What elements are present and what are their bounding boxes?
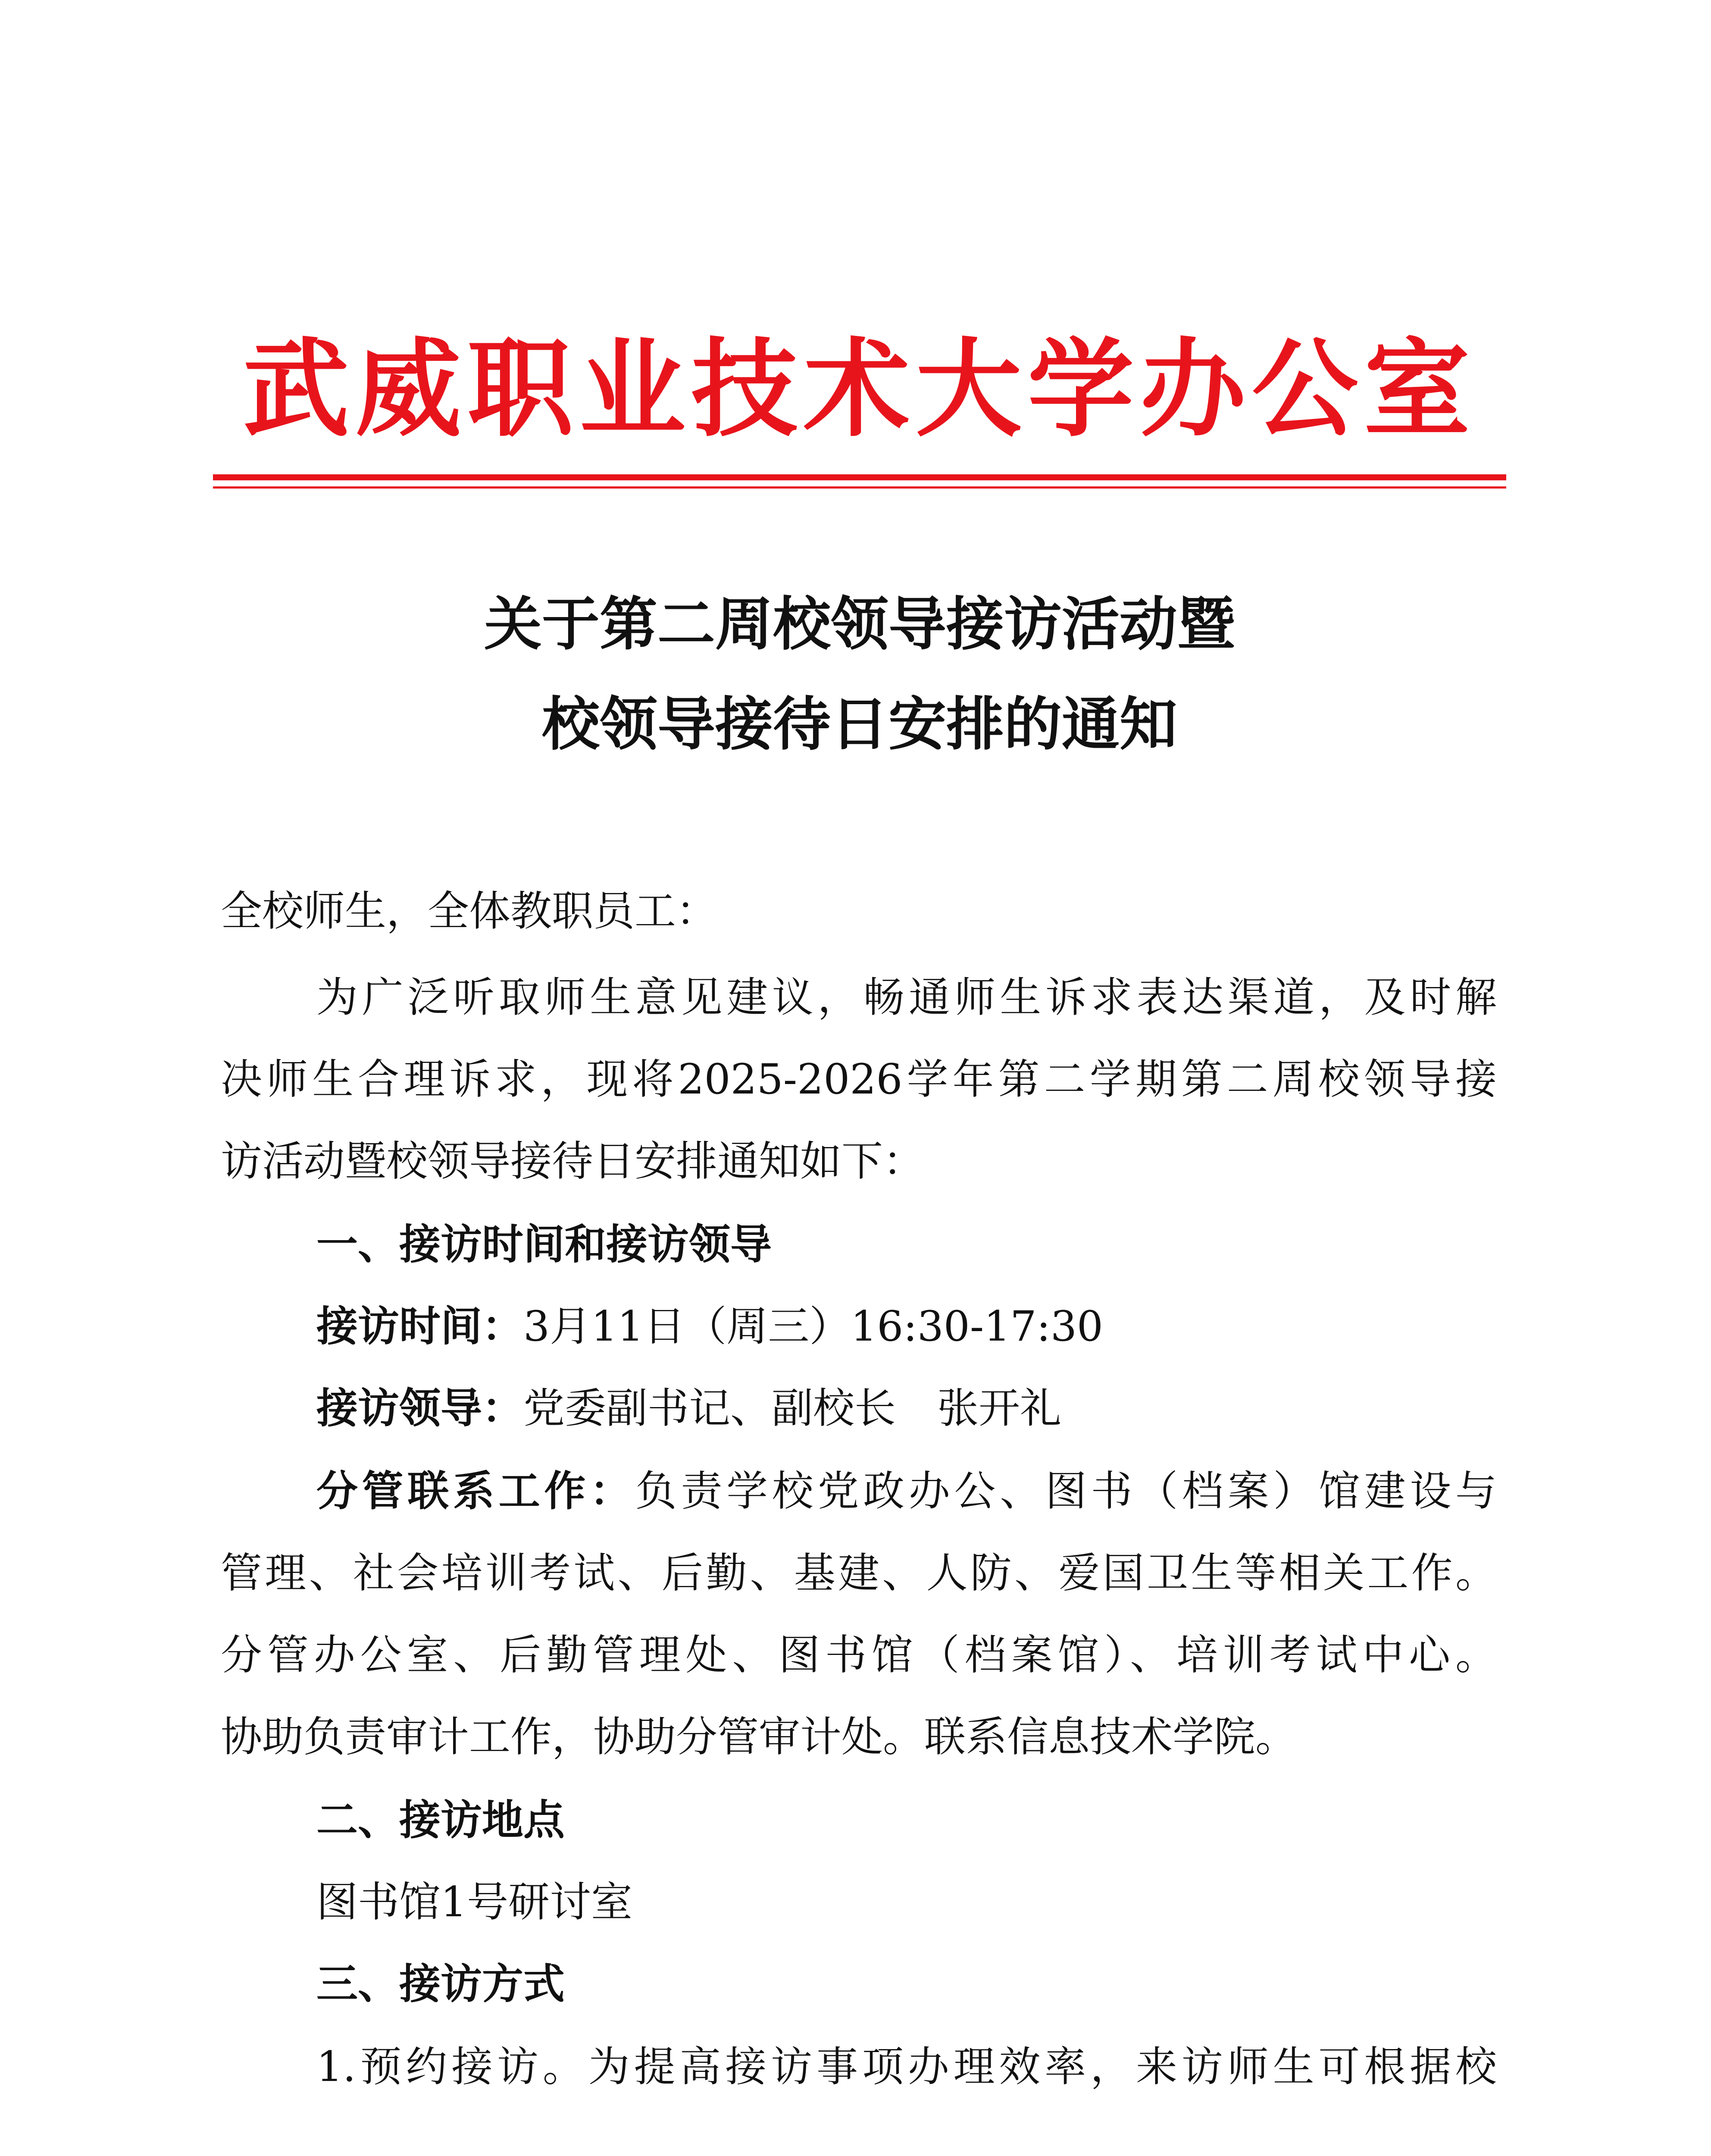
intro-line-3: 访活动暨校领导接待日安排通知如下： — [221, 1137, 924, 1185]
visit-leader-row — [316, 1384, 1497, 1432]
duty-line-2: 管理、社会培训考试、后勤、基建、人防、爱国卫生等相关工作。 — [221, 1549, 1497, 1597]
section-3-heading: 三、接访方式 — [316, 1960, 565, 2008]
duty-line-1: 负责学校党政办公、图书（档案）馆建设与 — [635, 1467, 1497, 1515]
visit-time-label: 接访时间： — [316, 1302, 523, 1351]
duty-row — [316, 1467, 1497, 1515]
duty-line-4: 协助负责审计工作，协助分管审计处。联系信息技术学院。 — [221, 1713, 1297, 1761]
visit-time-row — [316, 1302, 1497, 1351]
visit-time-value: 3月11日（周三）16:30-17:30 — [523, 1302, 1103, 1351]
notice-title-line-1: 关于第二周校领导接访活动暨 — [484, 590, 1235, 658]
visit-location: 图书馆1号研讨室 — [316, 1878, 633, 1926]
visit-leader-label: 接访领导： — [316, 1384, 523, 1432]
notice-title-line-2: 校领导接待日安排的通知 — [541, 690, 1177, 758]
duty-label: 分管联系工作： — [316, 1467, 635, 1515]
duty-line-3: 分管办公室、后勤管理处、图书馆（档案馆）、培训考试中心。 — [221, 1631, 1497, 1679]
masthead-rule-thin — [213, 486, 1506, 489]
salutation: 全校师生，全体教职员工： — [221, 887, 717, 935]
section-1-heading: 一、接访时间和接访领导 — [316, 1220, 772, 1269]
masthead-rule-thick — [213, 474, 1506, 480]
intro-line-2: 决师生合理诉求，现将2025-2026学年第二学期第二周校领导接 — [221, 1055, 1497, 1103]
masthead-org-name: 武威职业技术大学办公室 — [243, 327, 1476, 451]
intro-line-1: 为广泛听取师生意见建议，畅通师生诉求表达渠道，及时解 — [316, 973, 1497, 1022]
section-2-heading: 二、接访地点 — [316, 1796, 565, 1844]
visit-leader-value: 党委副书记、副校长 张开礼 — [523, 1384, 1061, 1432]
visit-method-item-1: 1.预约接访。为提高接访事项办理效率，来访师生可根据校 — [316, 2043, 1497, 2091]
